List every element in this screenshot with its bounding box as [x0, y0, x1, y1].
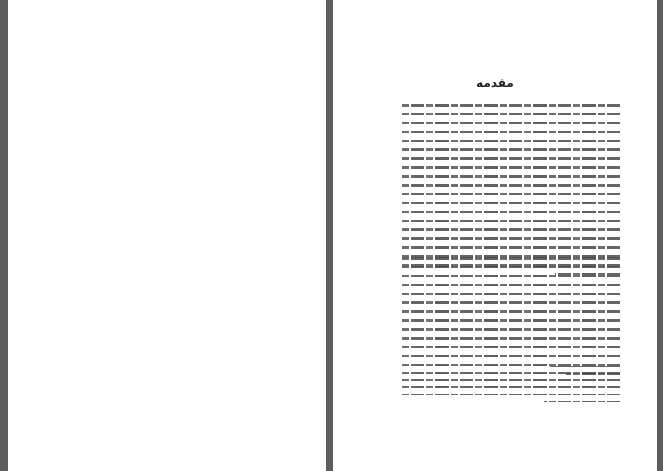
text-line: [402, 122, 620, 125]
footnote-separator: [550, 366, 620, 367]
text-line: [402, 386, 620, 388]
text-line: [402, 310, 620, 313]
text-line: [402, 246, 620, 249]
text-line: [402, 266, 620, 269]
text-line: [402, 157, 620, 160]
text-line: [402, 148, 620, 151]
paragraph-2: [402, 257, 620, 381]
text-line: [402, 113, 620, 116]
text-line: [402, 166, 620, 169]
text-line: [402, 301, 620, 304]
text-line: [402, 394, 620, 396]
text-line: [544, 401, 620, 403]
page-left: [8, 0, 326, 471]
text-line: [402, 211, 620, 214]
text-line: [402, 379, 620, 381]
text-line: [402, 237, 620, 240]
text-line: [402, 228, 620, 231]
page-right: [333, 0, 657, 471]
page-heading: مقدمه: [476, 76, 514, 90]
text-line: [402, 220, 620, 223]
text-line: [402, 140, 620, 143]
text-line: [402, 337, 620, 340]
text-line: [402, 328, 620, 331]
text-line: [402, 175, 620, 178]
paragraph-1: [402, 104, 620, 282]
footnotes: [402, 372, 620, 408]
text-line: [402, 104, 620, 107]
text-line: [402, 131, 620, 134]
text-line: [402, 193, 620, 196]
text-line: [402, 284, 620, 287]
text-line: [402, 293, 620, 296]
text-line: [402, 184, 620, 187]
text-line: [402, 372, 620, 374]
text-line: [402, 275, 620, 278]
text-line: [402, 346, 620, 349]
text-line: [402, 202, 620, 205]
text-line: [402, 319, 620, 322]
text-line: [402, 257, 620, 260]
text-line: [402, 355, 620, 358]
